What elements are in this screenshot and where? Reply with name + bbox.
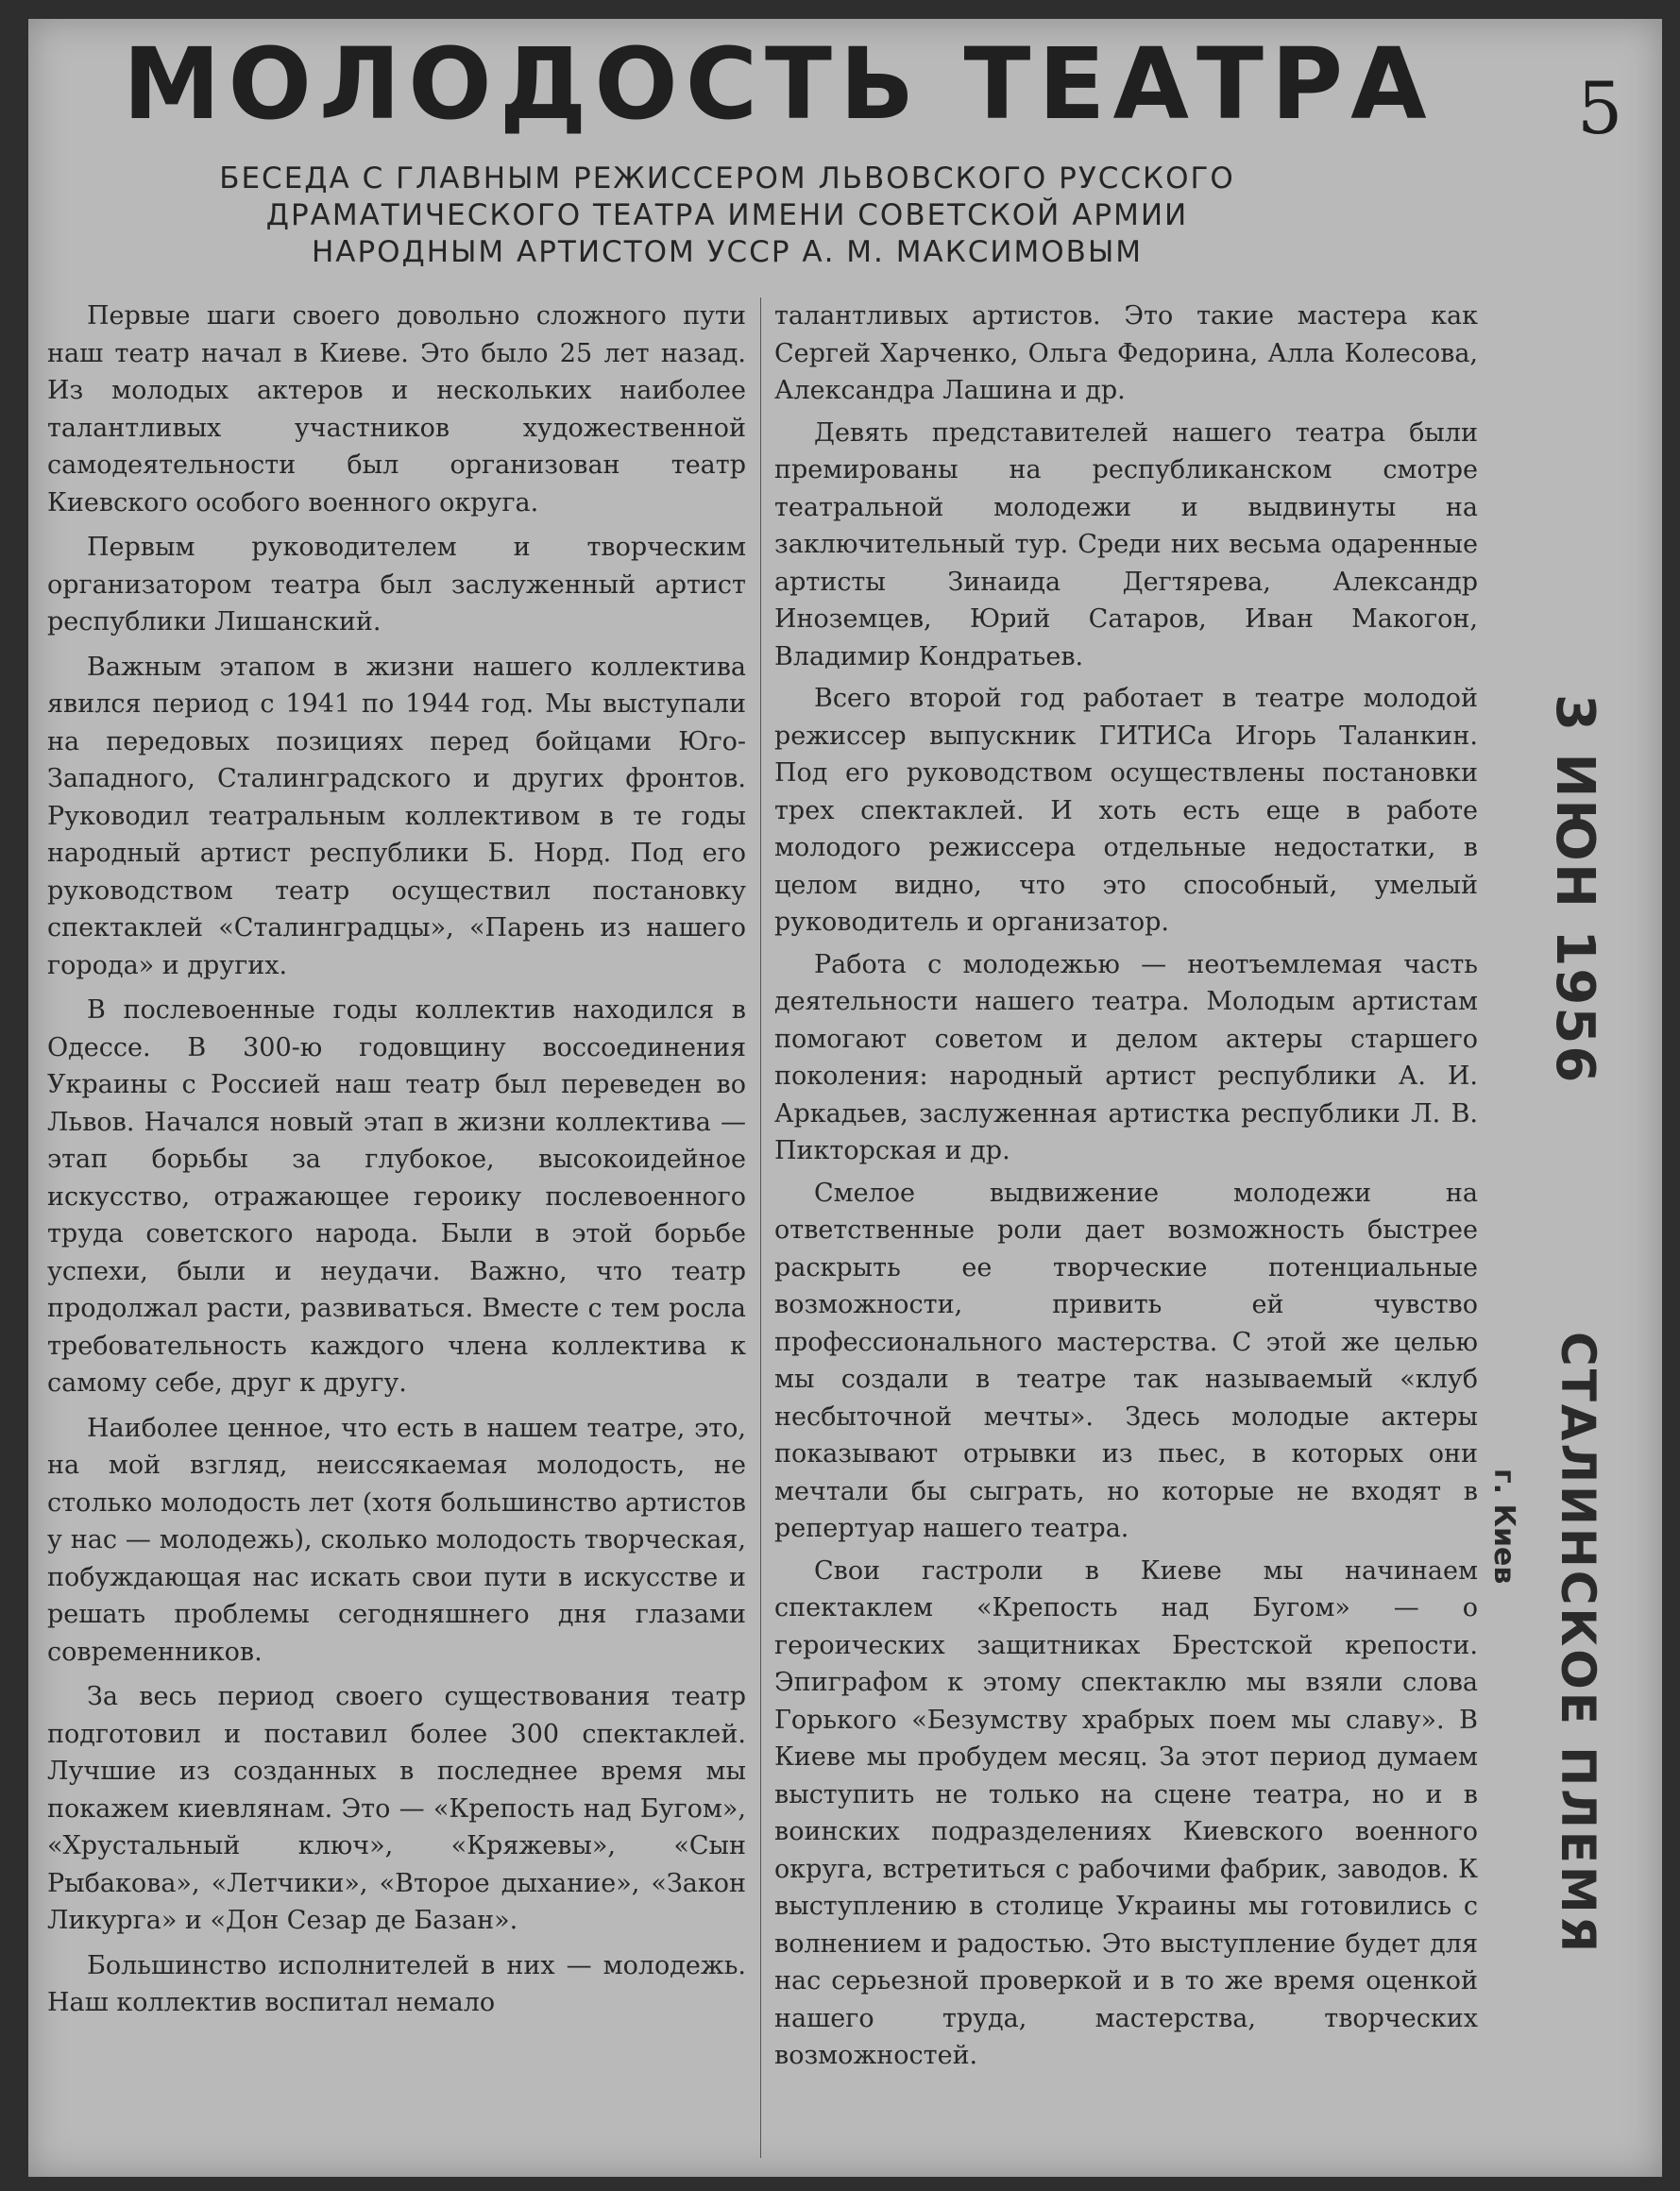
- paragraph: За весь период своего существования театр подготовил и поставил более 300 спектаклей. Лучшие из созданных в последнее время мы покажем киевлянам. Это — «Крепость над Бугом», «Хрустальный ключ», «Кряжевы», «Сын Рыбакова», «Летчики», «Второе дыхание», «Закон Ликурга» и «Дон Сезар де Базан».: [47, 1682, 746, 1935]
- paragraph: Наиболее ценное, что есть в нашем театре, это, на мой взгляд, неиссякаемая молодость, не столько молодость лет (хотя большинство артистов у нас — молодежь), сколько молодость творческая, побуждающая нас искать свои пути в искусстве и решать проблемы сегодняшнего дня глазами современников.: [47, 1413, 746, 1667]
- column-divider: [760, 297, 761, 2158]
- paragraph: Девять представителей нашего театра были премированы на республиканском смотре театральной молодежи и выдвинуты на заключительный тур. Среди них весьма одаренные артисты Зинаида Дегтярева, Александр Иноземцев, Юрий Сатаров, Иван Макогон, Владимир Кондратьев.: [774, 417, 1478, 671]
- paragraph: Свои гастроли в Киеве мы начинаем спектаклем «Крепость над Бугом» — о героических защитниках Брестской крепости. Эпиграфом к этому спектаклю мы взяли слова Горького «Безумству храбрых поем мы славу». В Киеве мы пробудем месяц. За этот период думаем выступить не только на сцене театра, но и в воинских подразделениях Киевского военного округа, встретиться с рабочими фабрик, заводов. К выступлению в столице Украины мы готовились с волнением и радостью. Это выступление будет для нас серьезной проверкой и в то же время оценкой нашего труда, мастерства, творческих возможностей.: [774, 1555, 1478, 2070]
- subheading-line: НАРОДНЫМ АРТИСТОМ УССР А. М. МАКСИМОВЫМ: [311, 235, 1144, 269]
- paragraph: талантливых артистов. Это такие мастера как Сергей Харченко, Ольга Федорина, Алла Колесова, Александра Лашина и др.: [774, 301, 1478, 405]
- left-column: [47, 297, 746, 2030]
- article-headline: МОЛОДОСТЬ ТЕАТРА: [123, 26, 1434, 142]
- city-stamp: г. Киев: [1487, 1469, 1520, 1585]
- newspaper-name-stamp: СТАЛИНСКОЕ ПЛЕМЯ: [1551, 1332, 1605, 1956]
- handwritten-page-mark: 5: [1577, 66, 1623, 150]
- paragraph: Большинство исполнителей в них — молодежь. Наш коллектив воспитал немало: [47, 1950, 746, 2017]
- paragraph: Первым руководителем и творческим организатором театра был заслуженный артист республики Лишанский.: [47, 533, 746, 637]
- paragraph: В послевоенные годы коллектив находился в Одессе. В 300-ю годовщину воссоединения Украины с Россией наш театр был переведен во Львов. Начался новый этап в жизни коллектива — этап борьбы за глубокое, высокоидейное искусство, отражающее героику послевоенного труда советского народа. Были в этой борьбе успехи, были и неудачи. Важно, что театр продолжал расти, развиваться. Вместе с тем росла требовательность каждого члена коллектива к самому себе, друг к другу.: [47, 995, 746, 1398]
- paragraph: Первые шаги своего довольно сложного пути наш театр начал в Киеве. Это было 25 лет назад. Из молодых актеров и нескольких наиболее талантливых участников художественной самодеятельности был организован театр Киевского особого военного округа.: [47, 301, 746, 518]
- paragraph: Смелое выдвижение молодежи на ответственные роли дает возможность быстрее раскрыть ее творческие потенциальные возможности, привить ей чувство профессионального мастерства. С этой же целью мы создали в театре так называемый «клуб несбыточной мечты». Здесь молодые актеры показывают отрывки из пьес, в которых они мечтали бы сыграть, но которые не входят в репертуар нашего театра.: [774, 1178, 1478, 1543]
- paragraph: Всего второй год работает в театре молодой режиссер выпускник ГИТИСа Игорь Таланкин. Под его руководством осуществлены постановки трех спектаклей. И хоть есть еще в работе молодого режиссера отдельные недостатки, в целом видно, что это способный, умелый руководитель и организатор.: [774, 684, 1478, 937]
- subheading-line: БЕСЕДА С ГЛАВНЫМ РЕЖИССЕРОМ ЛЬВОВСКОГО РУССКОГО: [219, 161, 1235, 195]
- subheading-line: ДРАМАТИЧЕСКОГО ТЕАТРА ИМЕНИ СОВЕТСКОЙ АРМИИ: [265, 198, 1189, 232]
- date-stamp: 3 ИЮН 1956: [1544, 694, 1605, 1085]
- newspaper-clipping: [28, 19, 1662, 2177]
- paragraph: Работа с молодежью — неотъемлемая часть деятельности нашего театра. Молодым артистам помогают советом и делом актеры старшего поколения: народный артист республики А. И. Аркадьев, заслуженная артистка республики Л. В. Пикторская и др.: [774, 949, 1478, 1165]
- paragraph: Важным этапом в жизни нашего коллектива явился период с 1941 по 1944 год. Мы выступали на передовых позициях перед бойцами Юго-Западного, Сталинградского и других фронтов. Руководил театральным коллективом в те годы народный артист республики Б. Норд. Под его руководством театр осуществил постановку спектаклей «Сталинградцы», «Парень из нашего города» и других.: [47, 652, 746, 980]
- article-subheading: [142, 161, 1313, 271]
- right-column: [774, 297, 1478, 2080]
